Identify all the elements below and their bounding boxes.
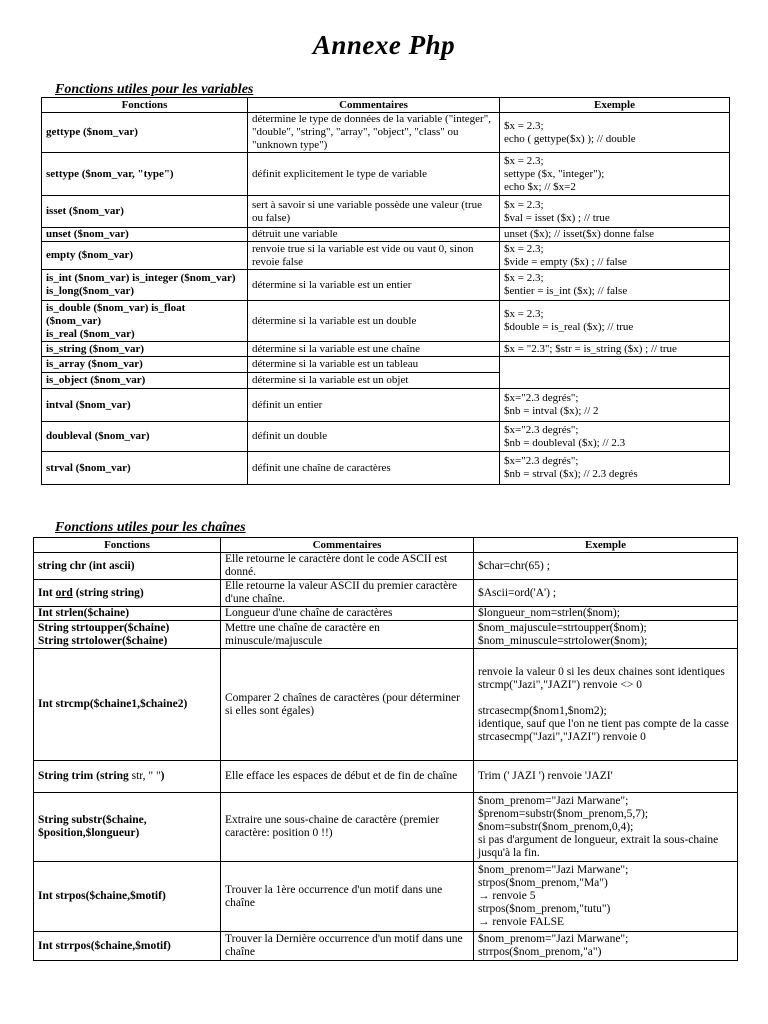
- table-header-row: [34, 538, 738, 553]
- function-cell: String strtoupper($chaine) String strtolower($chaine): [34, 621, 221, 649]
- comment-cell: détermine si la variable est un entier: [248, 270, 500, 301]
- function-cell: is_double ($nom_var) is_float ($nom_var) is_real ($nom_var): [42, 301, 248, 342]
- table-row: [42, 153, 730, 196]
- comment-cell: définit explicitement le type de variable: [248, 153, 500, 196]
- function-cell: is_object ($nom_var): [42, 373, 248, 389]
- column-header-example: Exemple: [500, 98, 730, 113]
- table-row: [42, 113, 730, 153]
- table-row: [34, 932, 738, 961]
- string-functions-table: [33, 537, 738, 961]
- example-cell: Trim (' JAZI ') renvoie 'JAZI': [474, 761, 738, 793]
- function-cell: settype ($nom_var, "type"): [42, 153, 248, 196]
- table-row: [42, 422, 730, 452]
- comment-cell: détermine si la variable est une chaîne: [248, 342, 500, 357]
- table-row: [34, 793, 738, 862]
- example-cell: $x = "2.3"; $str = is_string ($x) ; // true: [500, 342, 730, 357]
- comment-cell: renvoie true si la variable est vide ou vaut 0, sinon revoie false: [248, 242, 500, 270]
- table-row: [34, 553, 738, 580]
- function-cell: doubleval ($nom_var): [42, 422, 248, 452]
- page-title: Annexe Php: [312, 30, 456, 60]
- table-row: [34, 649, 738, 761]
- table-row: [42, 301, 730, 342]
- comment-cell: définit une chaîne de caractères: [248, 452, 500, 485]
- function-cell: intval ($nom_var): [42, 389, 248, 422]
- section-title-variables: Fonctions utiles pour les variables: [55, 82, 254, 97]
- example-cell: $x="2.3 degrés"; $nb = strval ($x); // 2.3 degrés: [500, 452, 730, 485]
- comment-cell: Trouver la 1ère occurrence d'un motif dans une chaîne: [221, 862, 474, 932]
- column-header-functions: Fonctions: [42, 98, 248, 113]
- table-row: [34, 607, 738, 621]
- table-row: [42, 357, 730, 373]
- function-cell: String substr($chaine, $position,$longueur): [34, 793, 221, 862]
- example-cell: $x = 2.3; echo ( gettype($x) ); // double: [500, 113, 730, 153]
- comment-cell: Mettre une chaîne de caractère en minuscule/majuscule: [221, 621, 474, 649]
- function-cell: is_array ($nom_var): [42, 357, 248, 373]
- comment-cell: définit un entier: [248, 389, 500, 422]
- example-cell: $nom_prenom="Jazi Marwane"; strrpos($nom_prenom,"a"): [474, 932, 738, 961]
- comment-cell: détermine si la variable est un tableau: [248, 357, 500, 373]
- section-title-strings: Fonctions utiles pour les chaînes: [55, 520, 246, 535]
- table-row: [34, 580, 738, 607]
- function-cell: string chr (int ascii): [34, 553, 221, 580]
- function-cell: unset ($nom_var): [42, 228, 248, 242]
- comment-cell: Trouver la Dernière occurrence d'un motif dans une chaîne: [221, 932, 474, 961]
- function-cell: Int strcmp($chaine1,$chaine2): [34, 649, 221, 761]
- function-cell: strval ($nom_var): [42, 452, 248, 485]
- example-cell: renvoie la valeur 0 si les deux chaines sont identiques strcmp("Jazi","JAZI") renvoie <> 0 strcasecmp($nom1,$nom2); identique, sauf que l'on ne tient pas compte de la casse strcasecmp("Jazi","JAZI") renvoie 0: [474, 649, 738, 761]
- comment-cell: Elle efface les espaces de début et de fin de chaîne: [221, 761, 474, 793]
- function-cell: is_string ($nom_var): [42, 342, 248, 357]
- comment-cell: détruit une variable: [248, 228, 500, 242]
- function-cell: [34, 761, 221, 793]
- example-cell: $x = 2.3; $double = is_real ($x); // true: [500, 301, 730, 342]
- example-cell: $x = 2.3; $vide = empty ($x) ; // false: [500, 242, 730, 270]
- function-cell: empty ($nom_var): [42, 242, 248, 270]
- column-header-example: Exemple: [474, 538, 738, 553]
- table-row: [42, 389, 730, 422]
- example-cell: $Ascii=ord('A') ;: [474, 580, 738, 607]
- comment-cell: détermine si la variable est un objet: [248, 373, 500, 389]
- example-cell: $nom_prenom="Jazi Marwane"; $prenom=substr($nom_prenom,5,7); $nom=substr($nom_prenom,0,4); si pas d'argument de longueur, extrait la sous-chaine jusqu'à la fin.: [474, 793, 738, 862]
- example-cell: $nom_prenom="Jazi Marwane"; strpos($nom_prenom,"Ma") → renvoie 5 strpos($nom_prenom,"tutu") → renvoie FALSE: [474, 862, 738, 932]
- table-row: [42, 196, 730, 228]
- table-row: [42, 342, 730, 357]
- table-row: [34, 761, 738, 793]
- example-cell: $longueur_nom=strlen($nom);: [474, 607, 738, 621]
- function-cell: isset ($nom_var): [42, 196, 248, 228]
- example-cell: $char=chr(65) ;: [474, 553, 738, 580]
- example-cell: $x = 2.3; $val = isset ($x) ; // true: [500, 196, 730, 228]
- comment-cell: Longueur d'une chaîne de caractères: [221, 607, 474, 621]
- comment-cell: détermine si la variable est un double: [248, 301, 500, 342]
- table-row: [34, 621, 738, 649]
- function-prefix: Int: [38, 586, 56, 599]
- function-cell: Int strrpos($chaine,$motif): [34, 932, 221, 961]
- column-header-comments: Commentaires: [221, 538, 474, 553]
- comment-cell: Elle retourne la valeur ASCII du premier caractère d'une chaîne.: [221, 580, 474, 607]
- comment-cell: définit un double: [248, 422, 500, 452]
- function-cell: Int strpos($chaine,$motif): [34, 862, 221, 932]
- table-row: [42, 270, 730, 301]
- function-args: str, " ": [131, 770, 161, 782]
- function-name: ord: [55, 586, 73, 599]
- example-cell: $x = 2.3; $entier = is_int ($x); // false: [500, 270, 730, 301]
- column-header-functions: Fonctions: [34, 538, 221, 553]
- table-row: [42, 228, 730, 242]
- table-row: [34, 862, 738, 932]
- function-suffix: (string string): [72, 586, 144, 599]
- table-header-row: [42, 98, 730, 113]
- function-cell: Int strlen($chaine): [34, 607, 221, 621]
- column-header-comments: Commentaires: [248, 98, 500, 113]
- example-cell: $x = 2.3; settype ($x, "integer"); echo $x; // $x=2: [500, 153, 730, 196]
- function-prefix: String trim (string: [38, 770, 132, 782]
- comment-cell: sert à savoir si une variable possède une valeur (true ou false): [248, 196, 500, 228]
- example-cell: $x="2.3 degrés"; $nb = doubleval ($x); // 2.3: [500, 422, 730, 452]
- comment-cell: Extraire une sous-chaine de caractère (premier caractère: position 0 !!): [221, 793, 474, 862]
- function-cell: is_int ($nom_var) is_integer ($nom_var) is_long($nom_var): [42, 270, 248, 301]
- function-cell: gettype ($nom_var): [42, 113, 248, 153]
- comment-cell: détermine le type de données de la variable ("integer", "double", "string", "array", "object", "class" ou "unknown type"): [248, 113, 500, 153]
- variables-functions-table: [41, 97, 730, 485]
- comment-cell: Elle retourne le caractère dont le code ASCII est donné.: [221, 553, 474, 580]
- table-row: [42, 452, 730, 485]
- example-cell: $nom_majuscule=strtoupper($nom); $nom_minuscule=strtolower($nom);: [474, 621, 738, 649]
- comment-cell: Comparer 2 chaînes de caractères (pour déterminer si elles sont égales): [221, 649, 474, 761]
- example-cell: [500, 357, 730, 389]
- table-row: [42, 242, 730, 270]
- example-cell: unset ($x); // isset($x) donne false: [500, 228, 730, 242]
- example-cell: $x="2.3 degrés"; $nb = intval ($x); // 2: [500, 389, 730, 422]
- function-suffix: ): [160, 770, 165, 782]
- function-cell: [34, 580, 221, 607]
